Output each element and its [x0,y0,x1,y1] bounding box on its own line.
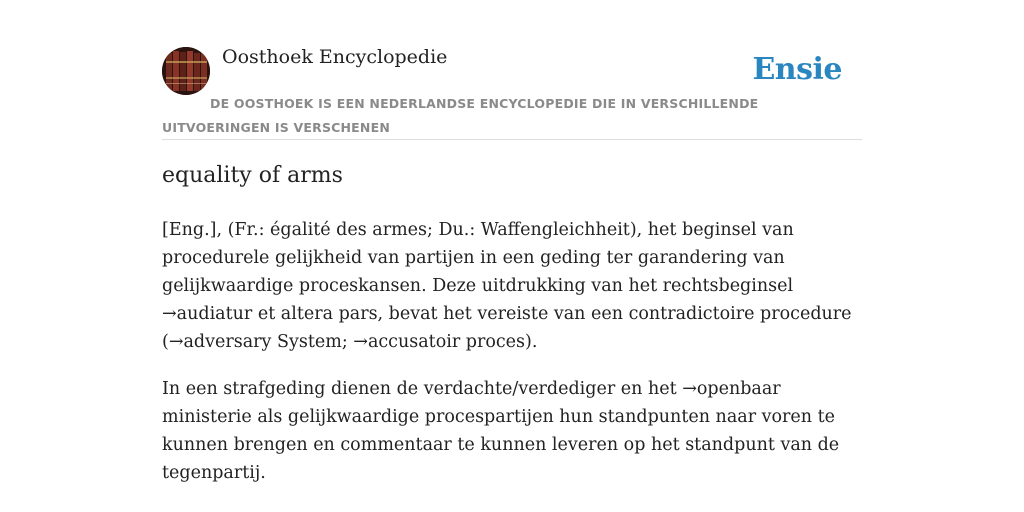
site-tagline: DE OOSTHOEK IS EEN NEDERLANDSE ENCYCLOPEDIE DIE IN VERSCHILLENDE UITVOERINGEN IS VERSCHENEN [162,96,759,135]
link-openbaar-ministerie[interactable]: →openbaar ministerie [162,379,781,427]
link-adversary-system[interactable]: →adversary System [168,332,342,352]
encyclopedia-books-icon[interactable] [162,47,210,95]
paragraph-text: ; [341,332,354,352]
site-header [162,0,862,140]
link-accusatoir-proces[interactable]: →accusatoir proces [353,332,525,352]
article-body [162,216,862,506]
link-audiatur-et-altera-pars[interactable]: →audiatur et altera pars [162,304,378,324]
article-paragraph-1 [162,216,862,356]
paragraph-text: als gelijkwaardige procespartijen hun standpunten naar voren te kunnen brengen en commentaar te kunnen leveren op het standpunt van de tegenpartij. [162,407,840,483]
page-title: equality of arms [162,163,343,188]
paragraph-text: [Eng.], (Fr.: égalité des armes; Du.: Waffengleichheit), het beginsel van procedurele gelijkheid van partijen in een geding ter garandering van gelijkwaardige proceskansen. Deze uitdrukking van het rechtsbeginsel [162,220,794,296]
site-name[interactable]: Oosthoek Encyclopedie [222,46,448,68]
page-container [162,0,862,483]
paragraph-text: , bevat het vereiste van een contradictoire procedure ( [162,304,852,352]
paragraph-text: ). [525,332,538,352]
brand-logo[interactable]: Ensie [752,52,842,87]
paragraph-text: In een strafgeding dienen de verdachte/verdediger en het [162,379,683,399]
article-paragraph-2 [162,375,862,487]
